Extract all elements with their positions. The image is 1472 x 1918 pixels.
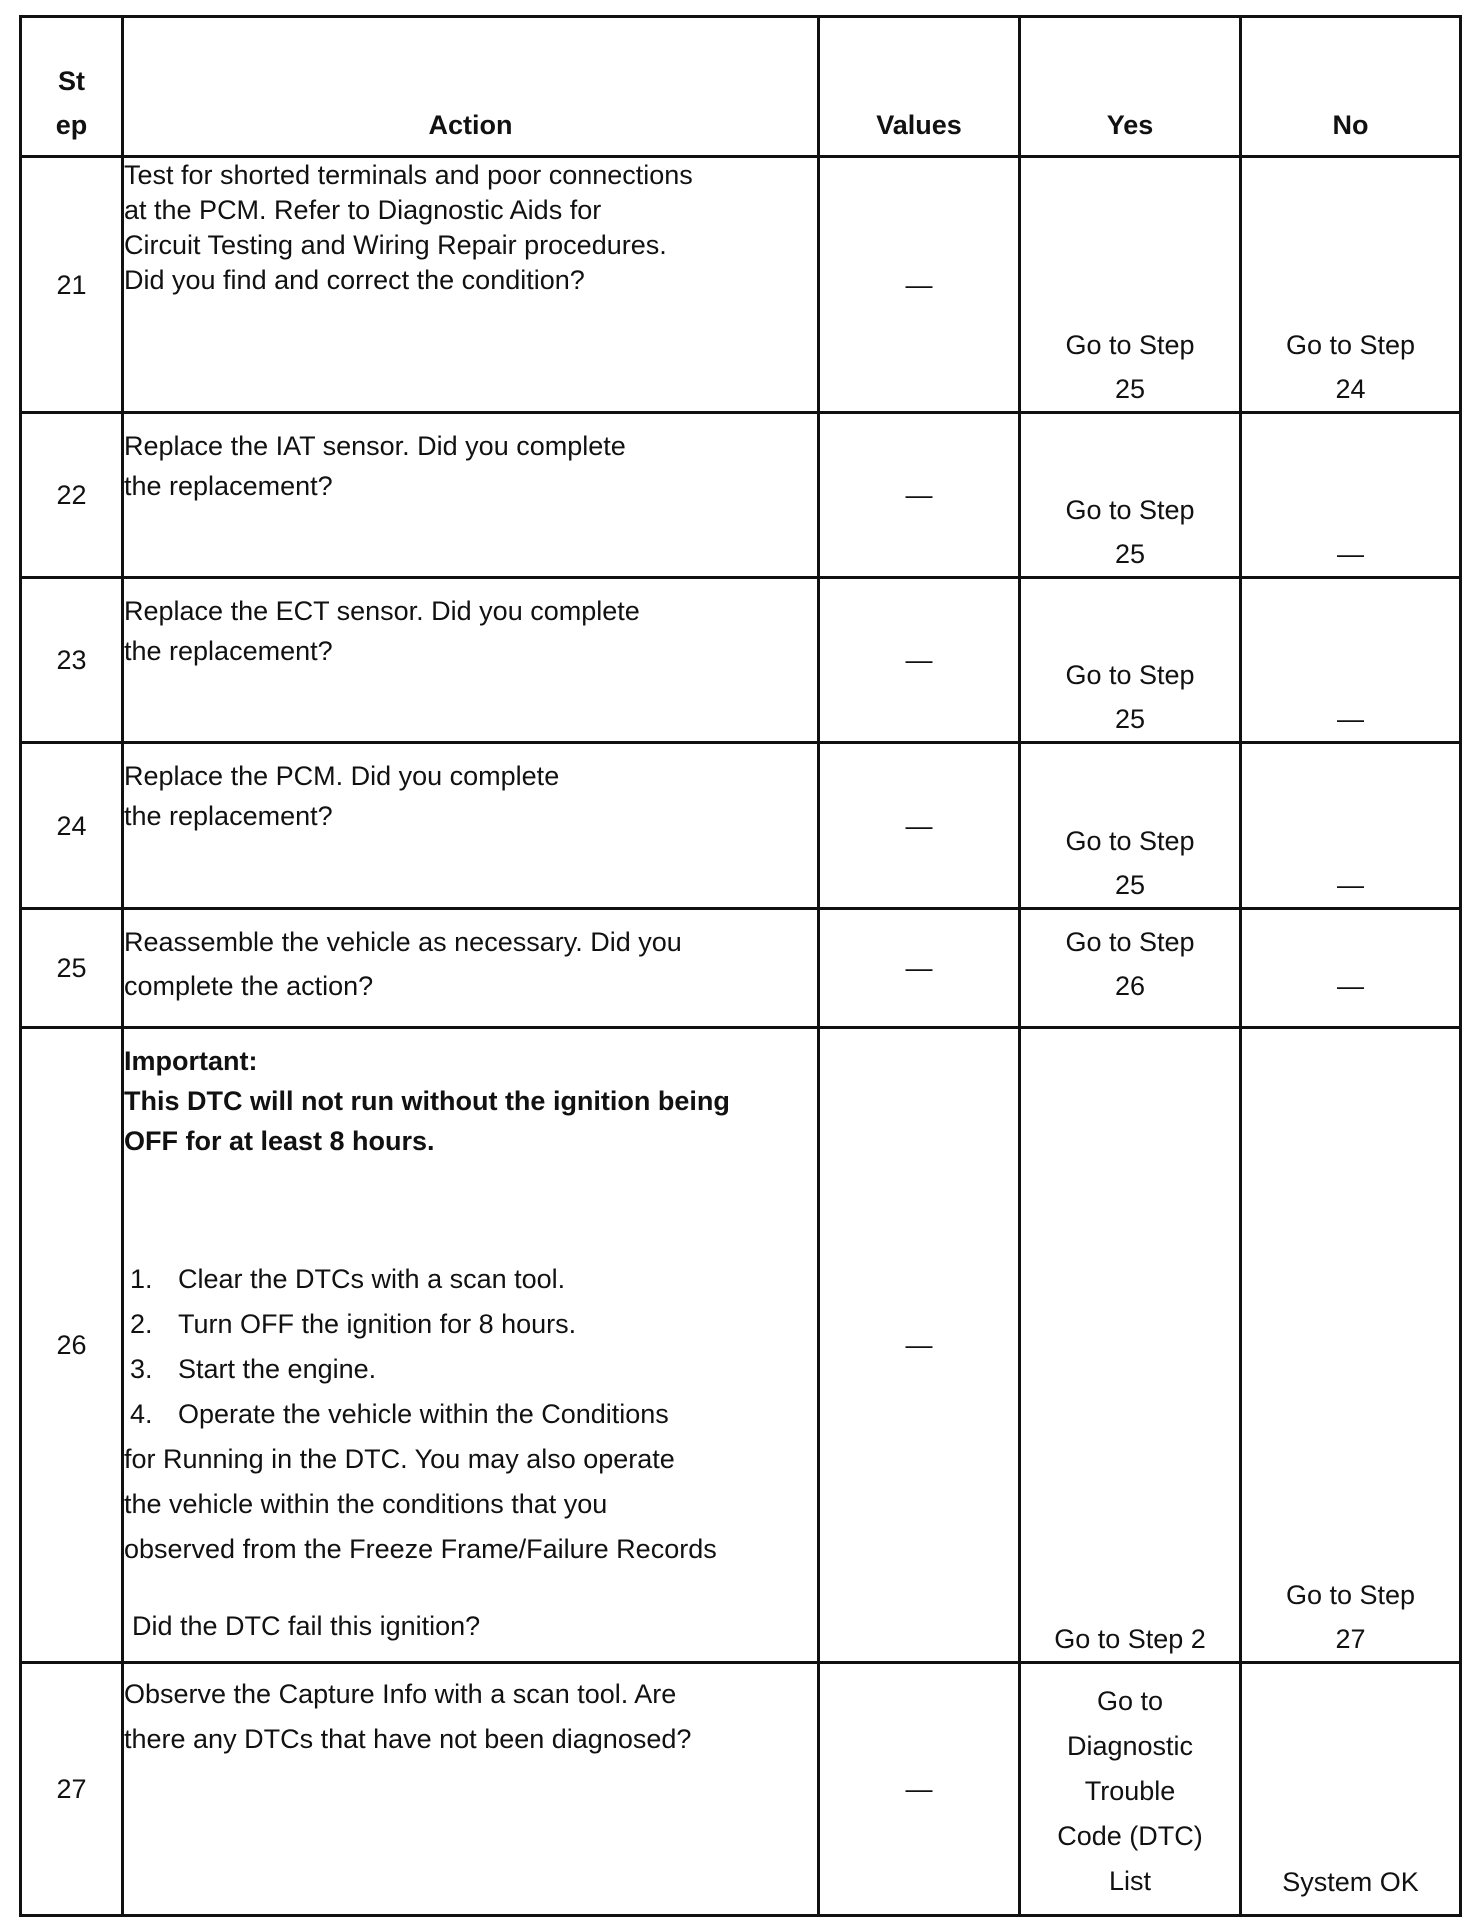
action-line: Replace the IAT sensor. Did you complete <box>124 431 626 461</box>
yes-cell <box>1020 157 1241 413</box>
values-cell: — <box>819 1663 1020 1916</box>
yes-cell <box>1020 578 1241 743</box>
step-number: 27 <box>21 1663 123 1916</box>
header-step <box>21 17 123 157</box>
table-row-step-25 <box>21 909 1461 1028</box>
list-continuation: the vehicle within the conditions that you <box>124 1489 608 1519</box>
header-row <box>21 17 1461 157</box>
list-continuation: for Running in the DTC. You may also operate <box>124 1444 675 1474</box>
values-cell: — <box>819 157 1020 413</box>
no-cell <box>1241 413 1461 578</box>
step-number: 21 <box>21 157 123 413</box>
yes-line: 25 <box>1114 374 1146 404</box>
diagnostic-table <box>19 15 1462 1917</box>
yes-line: List <box>1108 1866 1152 1896</box>
values-cell: — <box>819 909 1020 1028</box>
action-cell <box>123 157 819 413</box>
yes-line: 26 <box>1114 971 1146 1001</box>
important-text: This DTC will not run without the ignition being <box>124 1086 730 1116</box>
no-line: — <box>1337 539 1364 569</box>
list-number: 2. <box>130 1309 153 1339</box>
header-step-part-2: ep <box>55 110 88 140</box>
no-cell <box>1241 1663 1461 1916</box>
table-row-step-26 <box>21 1028 1461 1663</box>
yes-line: Go to Step 2 <box>1054 1624 1206 1654</box>
yes-line: Go to Step <box>1065 495 1195 525</box>
yes-line: Go to Step <box>1065 330 1195 360</box>
action-cell <box>123 1028 819 1663</box>
values-cell: — <box>819 1028 1020 1663</box>
yes-cell <box>1020 1028 1241 1663</box>
spacer <box>124 1572 817 1606</box>
yes-line: Go to <box>1096 1686 1164 1716</box>
list-number: 3. <box>130 1354 153 1384</box>
action-line: the replacement? <box>124 801 333 831</box>
header-step-part-1: St <box>58 66 85 96</box>
list-number: 4. <box>130 1399 153 1429</box>
action-line: Test for shorted terminals and poor connections <box>124 160 693 190</box>
action-line: Replace the ECT sensor. Did you complete <box>124 596 640 626</box>
important-text: OFF for at least 8 hours. <box>124 1126 435 1156</box>
action-cell <box>123 578 819 743</box>
action-line: the replacement? <box>124 471 333 501</box>
values-cell: — <box>819 743 1020 909</box>
no-line: 27 <box>1335 1624 1366 1654</box>
header-values: Values <box>819 17 1020 157</box>
yes-line: Trouble <box>1084 1776 1176 1806</box>
action-line: Replace the PCM. Did you complete <box>124 761 560 791</box>
values-cell: — <box>819 413 1020 578</box>
yes-line: 25 <box>1114 704 1146 734</box>
values-cell: — <box>819 578 1020 743</box>
action-line: at the PCM. Refer to Diagnostic Aids for <box>124 195 602 225</box>
no-line: Go to Step <box>1285 330 1416 360</box>
yes-line: Go to Step <box>1065 660 1195 690</box>
list-item <box>124 1257 817 1302</box>
no-line: — <box>1337 971 1364 1001</box>
no-line: System OK <box>1282 1867 1419 1897</box>
list-item <box>124 1302 817 1347</box>
step-number: 22 <box>21 413 123 578</box>
action-line: Reassemble the vehicle as necessary. Did you <box>124 927 682 957</box>
header-yes: Yes <box>1020 17 1241 157</box>
no-cell <box>1241 909 1461 1028</box>
no-line: Go to Step <box>1285 1580 1416 1610</box>
spacer <box>124 1161 817 1257</box>
table-row-step-21 <box>21 157 1461 413</box>
yes-cell <box>1020 413 1241 578</box>
no-line: — <box>1337 870 1364 900</box>
yes-line: Go to Step <box>1065 927 1195 957</box>
action-line: Observe the Capture Info with a scan tool. Are <box>124 1679 677 1709</box>
list-text: Clear the DTCs with a scan tool. <box>178 1264 566 1294</box>
list-continuation: observed from the Freeze Frame/Failure Records <box>124 1534 717 1564</box>
table-row-step-22 <box>21 413 1461 578</box>
yes-cell <box>1020 1663 1241 1916</box>
header-no: No <box>1241 17 1461 157</box>
list-text: Operate the vehicle within the Conditions <box>178 1399 669 1429</box>
important-heading: Important: <box>124 1046 258 1076</box>
yes-line: 25 <box>1114 870 1146 900</box>
no-cell <box>1241 743 1461 909</box>
step-number: 23 <box>21 578 123 743</box>
step-number: 24 <box>21 743 123 909</box>
table-row-step-27 <box>21 1663 1461 1916</box>
table-row-step-23 <box>21 578 1461 743</box>
action-line: the replacement? <box>124 636 333 666</box>
step-number: 25 <box>21 909 123 1028</box>
yes-line: Go to Step <box>1065 826 1195 856</box>
header-action: Action <box>123 17 819 157</box>
yes-line: 25 <box>1114 539 1146 569</box>
action-line: there any DTCs that have not been diagnosed? <box>124 1724 692 1754</box>
list-text: Start the engine. <box>178 1354 377 1384</box>
yes-cell <box>1020 909 1241 1028</box>
action-cell <box>123 743 819 909</box>
instruction-list <box>124 1257 817 1572</box>
action-cell <box>123 413 819 578</box>
no-cell <box>1241 1028 1461 1663</box>
no-cell <box>1241 157 1461 413</box>
question-text: Did the DTC fail this ignition? <box>132 1611 481 1641</box>
yes-line: Diagnostic <box>1066 1731 1194 1761</box>
no-cell <box>1241 578 1461 743</box>
action-line: Did you find and correct the condition? <box>124 265 585 295</box>
action-cell <box>123 909 819 1028</box>
action-cell <box>123 1663 819 1916</box>
list-item <box>124 1392 817 1437</box>
list-number: 1. <box>130 1264 153 1294</box>
yes-cell <box>1020 743 1241 909</box>
no-line: 24 <box>1335 374 1366 404</box>
list-item <box>124 1347 817 1392</box>
action-line: complete the action? <box>124 971 374 1001</box>
step-number: 26 <box>21 1028 123 1663</box>
table-row-step-24 <box>21 743 1461 909</box>
yes-line: Code (DTC) <box>1057 1821 1203 1851</box>
action-line: Circuit Testing and Wiring Repair procedures. <box>124 230 667 260</box>
list-text: Turn OFF the ignition for 8 hours. <box>178 1309 577 1339</box>
no-line: — <box>1337 704 1364 734</box>
